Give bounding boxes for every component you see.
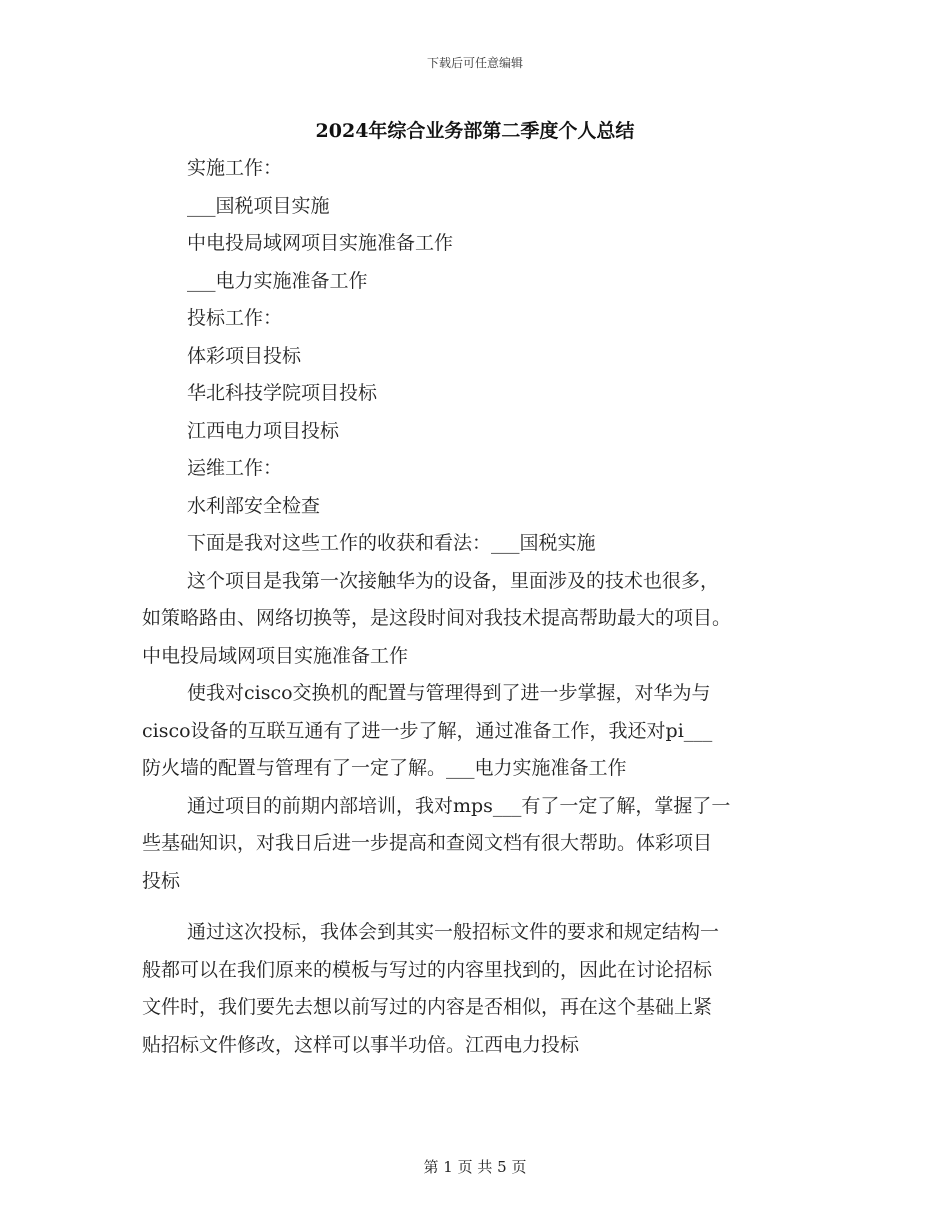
page-footer: 第 1 页 共 5 页 [423,1158,527,1176]
paragraph-line: 如策略路由、网络切换等，是这段时间对我技术提高帮助最大的项目。 [142,607,732,629]
paragraph-line: 中电投局域网项目实施准备工作 [187,232,454,254]
paragraph-line: 华北科技学院项目投标 [187,382,378,404]
paragraph-gap [142,900,810,914]
paragraph-line: ___国税项目实施 [187,194,330,217]
paragraph-line: 投标 [142,869,181,892]
paragraph-line: 运维工作： [187,457,283,479]
page-header: 下载后可任意编辑 [426,56,523,70]
paragraph-line: cisco设备的互联互通有了进一步了解，通过准备工作，我还对pi___ [142,719,713,742]
paragraph-line: 实施工作： [187,157,283,179]
document-body [142,150,810,1064]
paragraph-line: 体彩项目投标 [187,344,302,367]
paragraph-line: ___电力实施准备工作 [187,269,368,292]
paragraph-line: 投标工作： [187,307,283,329]
paragraph-line: 防火墙的配置与管理有了一定了解。___电力实施准备工作 [142,757,627,779]
paragraph-line: 通过项目的前期内部培训，我对mps___有了一定了解，掌握了一 [187,794,731,817]
paragraph-line: 江西电力项目投标 [187,419,340,442]
paragraph-line: 使我对cisco交换机的配置与管理得到了进一步掌握，对华为与 [187,682,711,704]
paragraph-line: 些基础知识，对我日后进一步提高和查阅文档有很大帮助。体彩项目 [142,832,713,854]
paragraph-line: 般都可以在我们原来的模板与写过的内容里找到的，因此在讨论招标 [142,958,713,981]
paragraph-line: 中电投局域网项目实施准备工作 [142,644,409,667]
paragraph-line: 贴招标文件修改，这样可以事半功倍。江西电力投标 [142,1033,580,1056]
paragraph-line: 水利部安全检查 [187,494,321,517]
paragraph-line: 这个项目是我第一次接触华为的设备，里面涉及的技术也很多， [187,569,720,592]
paragraph-line: 下面是我对这些工作的收获和看法：___国税实施 [187,532,596,554]
paragraph-line: 通过这次投标，我体会到其实一般招标文件的要求和规定结构一 [187,921,720,943]
paragraph-line: 文件时，我们要先去想以前写过的内容是否相似，再在这个基础上紧 [142,996,713,1018]
document-title: 2024年综合业务部第二季度个人总结 [315,120,635,142]
